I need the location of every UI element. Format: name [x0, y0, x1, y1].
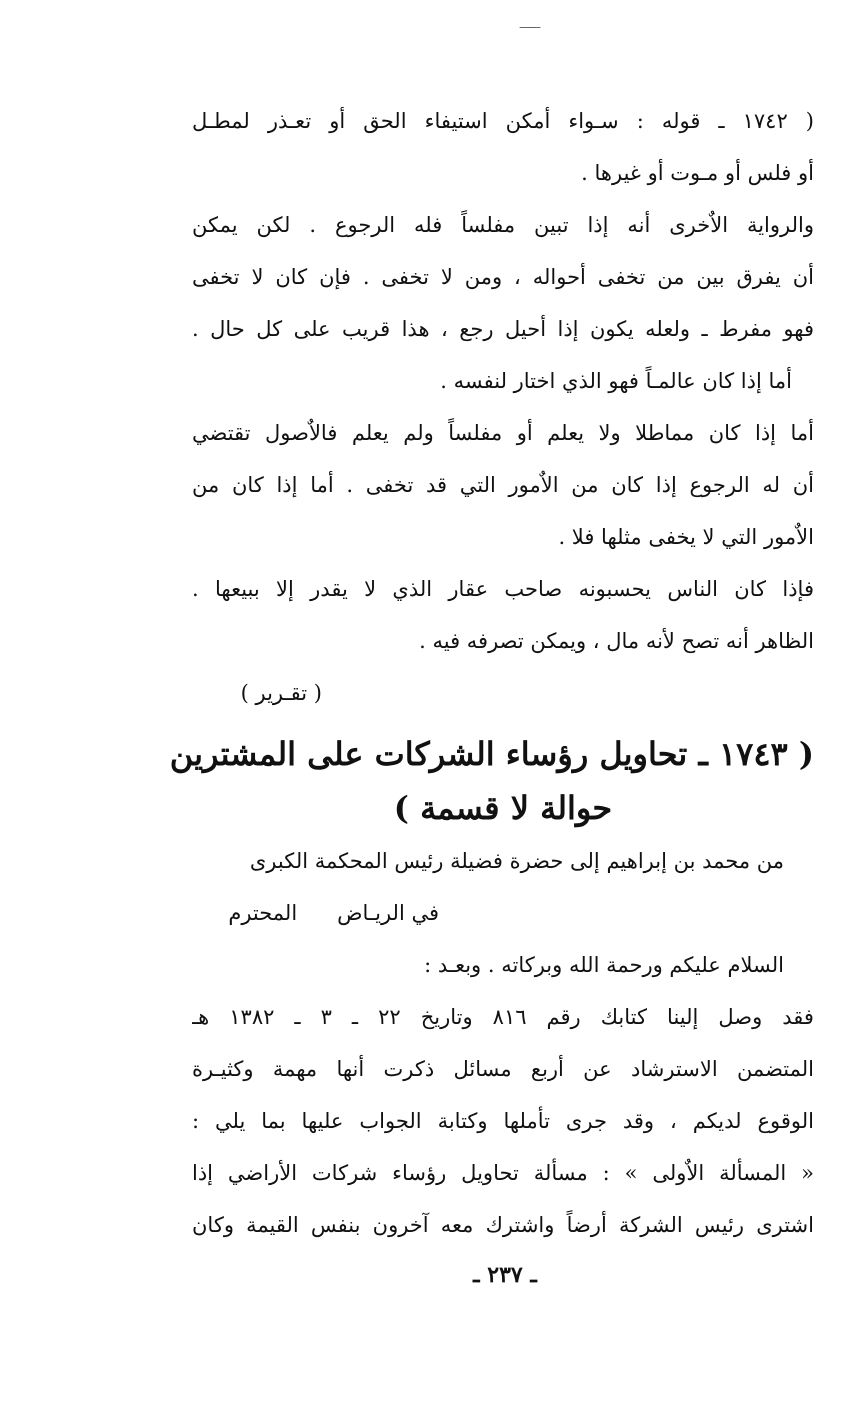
text-line: فقد وصل إلينا كتابك رقم ٨١٦ وتاريخ ٢٢ ـ ٣ ـ ١٣٨٢ هـ — [192, 1005, 814, 1029]
text-line: فإذا كان الناس يحسبونه صاحب عقار الذي لا يقدر إلا ببيعها . — [192, 577, 814, 601]
paragraph-1742-2 — [192, 199, 814, 355]
text-line: الاٌمور التي لا يخفى مثلها فلا . — [558, 525, 814, 549]
page-header-mark: ـــــــ — [519, 20, 541, 31]
letter-recipient-line — [192, 887, 814, 939]
text-line: ( ١٧٤٢ ـ قوله : سـواء أمكن استيفاء الحق أو تعـذر لمطـل — [192, 109, 814, 133]
text-line: فهو مفرط ـ ولعله يكون إذا أحيل رجع ، هذا قريب على كل حال . — [192, 317, 814, 341]
source-attribution: ( تقـرير ) — [240, 681, 322, 705]
text-line: أن يفرق بين من تخفى أحواله ، ومن لا تخفى . فإن كان لا تخفى — [192, 265, 814, 289]
heading-line: ( ١٧٤٣ ـ تحاويل رؤساء الشركات على المشترين — [169, 735, 814, 773]
recipient-title: المحترم — [228, 901, 298, 925]
paragraph-1742-3 — [192, 355, 814, 407]
text-line: أن له الرجوع إذا كان من الاٌمور التي قد تخفى . أما إذا كان من — [192, 473, 814, 497]
paragraph-1742-5 — [192, 563, 814, 667]
text-line: « المسألة الاٌولى » : مسألة تحاويل رؤساء شركات الأراضي إذا — [192, 1161, 814, 1185]
letter-body — [192, 991, 814, 1251]
paragraph-1742-1 — [192, 95, 814, 199]
page-body — [169, 95, 814, 1251]
text-line: الوقوع لديكم ، وقد جرى تأملها وكتابة الجواب عليها بما يلي : — [192, 1109, 814, 1133]
letter-sender-line: من محمد بن إبراهيم إلى حضرة فضيلة رئيس المحكمة الكبرى — [249, 849, 784, 873]
text-line: أو فلس أو مـوت أو غيرها . — [581, 161, 814, 185]
text-line: اشترى رئيس الشركة أرضاً واشترك معه آخرون بنفس القيمة وكان — [192, 1213, 814, 1237]
paragraph-1742-4 — [192, 407, 814, 563]
text-line: الظاهر أنه تصح لأنه مال ، ويمكن تصرفه فيه . — [419, 629, 814, 653]
section-heading-1743 — [169, 727, 814, 835]
text-line: والرواية الاٌخرى أنه إذا تبين مفلساً فله الرجوع . لكن يمكن — [192, 213, 814, 237]
text-line: أما إذا كان مماطلا ولا يعلم أو مفلساً ولم يعلم فالاٌصول تقتضي — [192, 421, 814, 445]
letter-greeting: السلام عليكم ورحمة الله وبركاته . وبعـد : — [424, 953, 784, 977]
recipient-place: في الريـاض — [337, 901, 439, 925]
page-number: ـ ٢٣٧ ـ — [473, 1262, 537, 1288]
heading-line: حوالة لا قسمة ) — [393, 789, 613, 827]
text-line: المتضمن الاسترشاد عن أربع مسائل ذكرت أنها مهمة وكثيـرة — [192, 1057, 814, 1081]
text-line: أما إذا كان عالمـاً فهو الذي اختار لنفسه . — [440, 369, 792, 393]
